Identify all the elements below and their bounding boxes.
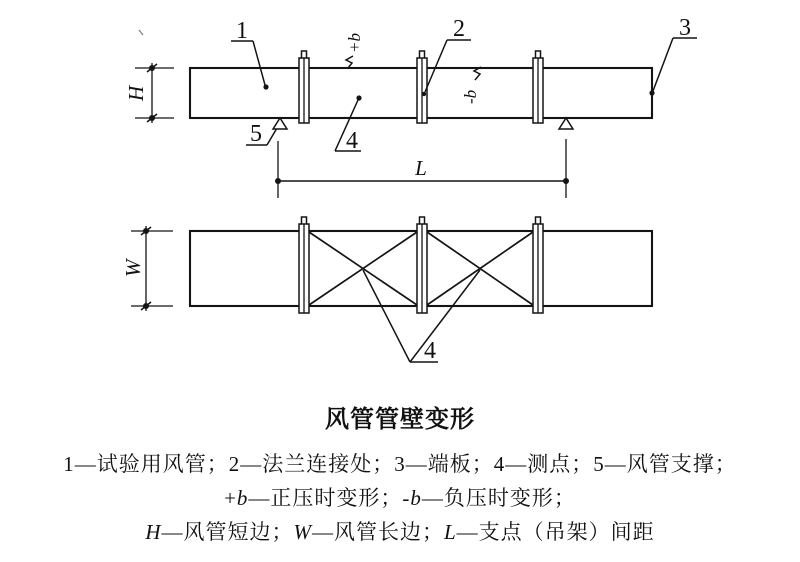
caption-line: [0, 447, 800, 481]
deformation-squiggle: [346, 56, 353, 68]
caption-line: [0, 515, 800, 549]
callout-5-number: 5: [250, 121, 262, 147]
dimension-H: [124, 63, 174, 123]
flange-connection: [417, 51, 427, 123]
flange-connection: [299, 217, 309, 313]
dimension-H-label: H: [124, 85, 148, 101]
bottom-view: [121, 217, 652, 364]
support-triangle-right: [559, 118, 573, 129]
caption-segment: —风管短边；: [161, 520, 294, 544]
measurement-cross-right: [427, 232, 533, 305]
caption-segment: H: [145, 520, 162, 544]
callout-2-number: 2: [453, 16, 465, 42]
caption-segment: b: [410, 486, 422, 510]
minus-b-label: -b: [461, 89, 480, 104]
caption-line: [0, 481, 800, 515]
plus-b-label: +b: [345, 33, 364, 53]
flange-connection: [533, 51, 543, 123]
callout-3: [649, 15, 697, 96]
support-triangle-left: [273, 118, 287, 129]
measurement-cross-left: [309, 232, 417, 305]
callout-1: [231, 18, 269, 90]
caption-segment: L: [443, 520, 457, 544]
flange-connection: [299, 51, 309, 123]
negative-deformation-mark: [461, 67, 481, 104]
top-view: [124, 15, 697, 198]
callout-5: [246, 121, 277, 147]
callout-4-top: [335, 95, 362, 154]
caption-segment: —正压时变形；-: [248, 486, 411, 510]
caption-segment: +: [224, 486, 237, 510]
callout-4-number: 4: [424, 338, 436, 364]
caption-segment: —负压时变形；: [421, 486, 576, 510]
scan-speckle: [139, 30, 143, 35]
figure-title: 风管管壁变形: [325, 407, 475, 433]
dimension-L: [275, 139, 569, 198]
callout-3-number: 3: [679, 15, 691, 41]
callout-1-number: 1: [236, 18, 248, 44]
positive-deformation-mark: [345, 33, 364, 68]
flange-connection: [533, 217, 543, 313]
dimension-W: [121, 226, 173, 311]
caption-segment: b: [236, 486, 249, 510]
caption-lines: [0, 447, 800, 549]
caption-segment: —风管长边；: [311, 520, 444, 544]
caption-segment: 1—试验用风管；2—法兰连接处；3—端板；4—测点；5—风管支撑；: [63, 452, 737, 476]
figure-caption: [0, 405, 800, 549]
caption-segment: W: [293, 520, 312, 544]
flange-connection: [417, 217, 427, 313]
callout-2: [422, 16, 471, 96]
dimension-L-label: L: [415, 156, 427, 180]
dimension-W-label: W: [121, 259, 145, 277]
callout-4-number: 4: [346, 128, 358, 154]
caption-segment: —支点（吊架）间距: [456, 520, 655, 544]
